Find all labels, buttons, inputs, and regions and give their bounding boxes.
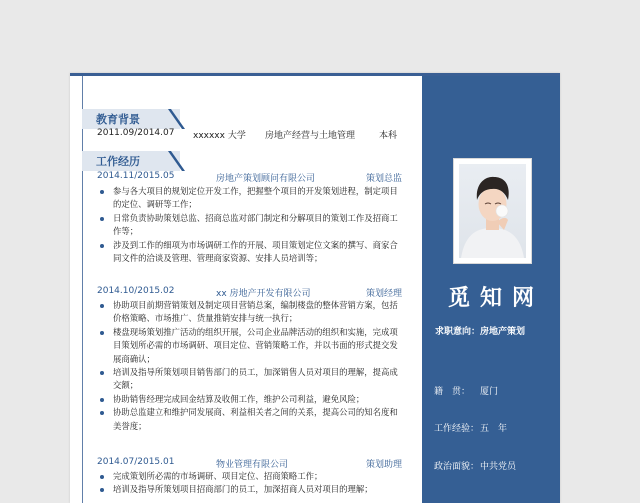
duty-item: 楼盘现场策划推广活动的组织开展，公司企业品牌活动的组织和实施，完成项目策划所必需的市场调研、项目定位、营销策略工作，并以书面的形式提交发展商确认； [97, 326, 402, 366]
work-heading: 工作经历 [96, 155, 140, 168]
job-header [97, 171, 402, 183]
profile-sidebar [422, 76, 560, 503]
duty-item: 协助销售经理完成回金结算及收佣工作，维护公司利益，避免风险； [97, 393, 402, 406]
person-portrait-icon [459, 164, 526, 258]
education-major: 房地产经营与土地管理 [265, 131, 356, 141]
job-company: 房地产策划顾问有限公司 [216, 174, 316, 184]
job-company: xx 房地产开发有限公司 [216, 289, 311, 299]
info-value: 中共党员 [480, 462, 517, 472]
duty-item: 协助项目前期营销策划及制定项目营销总案，编制楼盘的整体营销方案，包括价格策略、市场推广、货量推销安排与统一执行； [97, 299, 402, 326]
job-header [97, 286, 402, 298]
job-title: 策划经理 [365, 289, 402, 299]
timeline-line [82, 76, 83, 503]
education-section-header [82, 109, 180, 129]
job-period: 2014.11/2015.05 [97, 171, 175, 181]
resume-sheet [70, 73, 560, 503]
education-period: 2011.09/2014.07 [97, 128, 175, 138]
profile-photo [459, 164, 526, 258]
education-school: xxxxxx 大学 [193, 131, 246, 141]
job-period: 2014.10/2015.02 [97, 286, 175, 296]
job-intent: 求职意向：房地产策划 [435, 327, 526, 337]
education-heading: 教育背景 [96, 113, 140, 126]
info-label: 政治面貌： [434, 462, 480, 472]
duty-item: 培训及指导所策划项目销售部门的员工，加深销售人员对项目的理解，提高成交额； [97, 366, 402, 393]
job-duties [97, 470, 402, 497]
job-header [97, 457, 402, 469]
info-label: 工作经验： [434, 424, 480, 434]
work-section-header [82, 151, 180, 171]
profile-photo-frame [453, 158, 532, 264]
info-label: 籍 贯： [434, 387, 471, 397]
job-duties [97, 185, 402, 265]
duty-item: 协助总监建立和维护同发展商、利益相关者之间的关系，提高公司的知名度和美誉度； [97, 406, 402, 433]
job-period: 2014.07/2015.01 [97, 457, 175, 467]
job-duties [97, 299, 402, 433]
duty-item: 培训及指导所策划项目招商部门的员工，加深招商人员对项目的理解； [97, 483, 402, 496]
header-stripe [168, 151, 185, 171]
job-company: 物业管理有限公司 [216, 460, 289, 470]
info-row-hometown [434, 384, 498, 397]
duty-item: 日常负责协助策划总监、招商总监对部门制定和分解项目的策划工作及招商工作等； [97, 212, 402, 239]
header-stripe [168, 109, 185, 129]
info-value: 厦门 [480, 387, 499, 397]
duty-item: 涉及到工作的细项为市场调研工作的开展、项目策划定位文案的撰写、商家合同文件的洽谈及管理、管理商家资源、安排人员培训等； [97, 239, 402, 266]
job-title: 策划总监 [365, 174, 402, 184]
info-row-politics [434, 459, 516, 472]
education-degree: 本科 [379, 131, 398, 141]
info-row-experience [434, 421, 507, 434]
job-title: 策划助理 [365, 460, 402, 470]
resume-main [70, 76, 422, 503]
brand-name: 觅知网 [447, 286, 544, 311]
duty-item: 参与各大项目的规划定位开发工作，把握整个项目的开发策划进程，制定项目的定位、调研等工作； [97, 185, 402, 212]
info-value: 五 年 [480, 424, 508, 434]
duty-item: 完成策划所必需的市场调研、项目定位、招商策略工作； [97, 470, 402, 483]
